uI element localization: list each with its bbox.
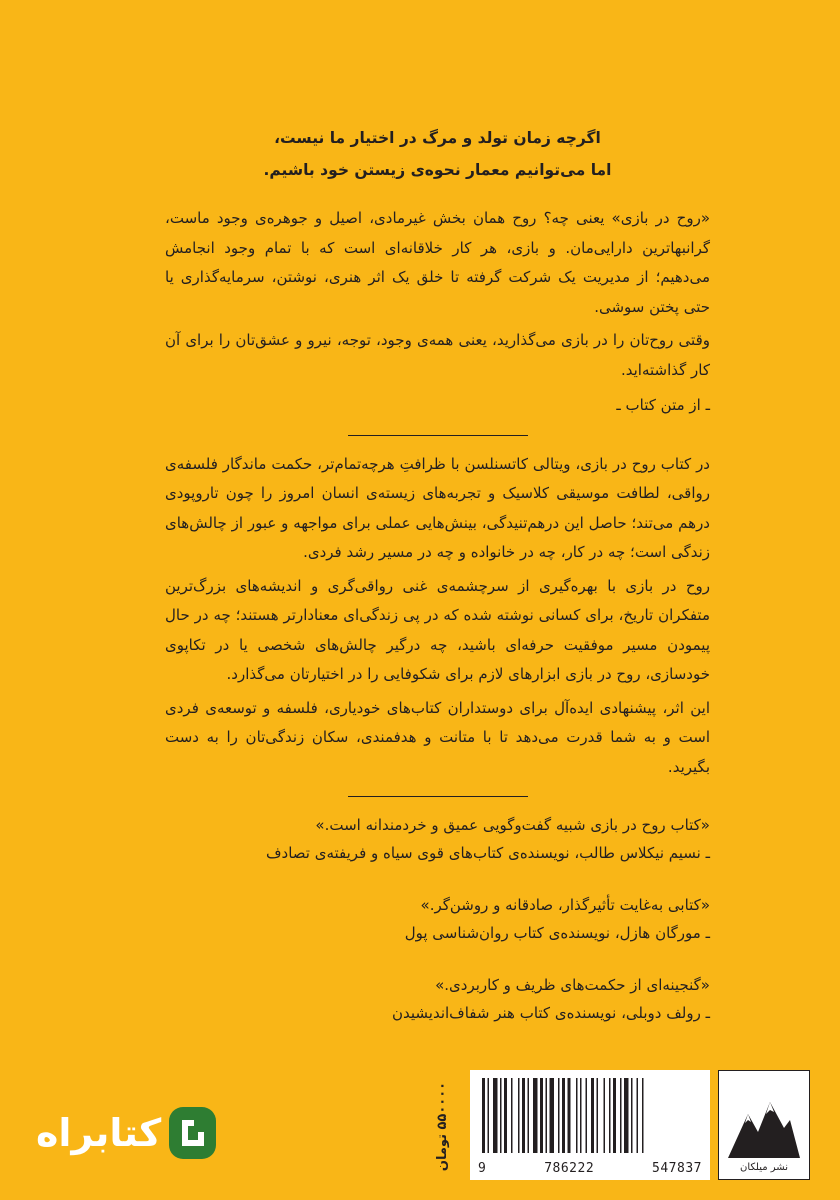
epigraph: [165, 122, 710, 186]
blurb: [165, 891, 710, 947]
site-logo: [36, 1098, 216, 1168]
price-text: ۵۵۰۰۰۰ تومان: [435, 1081, 451, 1171]
epigraph-line: اما می‌توانیم معمار نحوه‌ی زیستن خود باشیم.: [263, 161, 612, 179]
isbn-barcode: [470, 1070, 710, 1180]
divider: [348, 435, 528, 436]
ketabrah-logo-icon: [169, 1107, 216, 1159]
back-cover-text: [165, 122, 710, 1027]
epigraph-line: اگرچه زمان تولد و مرگ در اختیار ما نیست،: [274, 129, 601, 147]
description-paragraph: این اثر، پیشنهادی ایده‌آل برای دوستداران کتاب‌های خودیاری، فلسفه و توسعه‌ی فردی است و به شما قدرت می‌دهد تا با متانت و هدفمندی، سکان زندگی‌تان را به دست بگیرید.: [165, 698, 710, 776]
description-paragraph: در کتاب روح در بازی، ویتالی کاتسنلسن با ظرافتِ هرچه‌تمام‌تر، حکمت ماندگار فلسفه‌ی رواقی، لطافت موسیقی کلاسیک و تجربه‌های زیسته‌ی انسان امروز را چون تاروپودی درهم می‌تند؛ حاصل این درهم‌تنیدگی، بینش‌هایی عملی برای مواجهه و عبور از چالش‌های زندگی است؛ چه در کار، چه در خانواده و چه در مسیر رشد فردی.: [165, 454, 710, 561]
blurb-author: ـ نسیم نیکلاس طالب، نویسنده‌ی کتاب‌های قوی سیاه و فریفته‌ی تصادف: [265, 844, 710, 862]
blurb-author: ـ مورگان هازل، نویسنده‌ی کتاب روان‌شناسی پول: [404, 924, 710, 942]
description-paragraph: روح در بازی با بهره‌گیری از سرچشمه‌ی غنی رواقی‌گری و اندیشه‌های بزرگ‌ترین متفکران تاریخ، برای کسانی نوشته شده که در پی زندگی‌ای معنادارتر هستند؛ چه در حال پیمودن مسیر موفقیت حرفه‌ای باشید، چه درگیر چالش‌های شخصی یا در تکاپوی خودسازی، روح در بازی ابزارهای لازم برای شکوفایی را در اختیارتان می‌گذارد.: [165, 576, 710, 683]
blurb-quote: «کتاب روح در بازی شبیه گفت‌وگویی عمیق و خردمندانه است.»: [315, 816, 710, 834]
isbn-digit-group: 786222: [544, 1161, 595, 1176]
barcode-icon: [480, 1078, 700, 1153]
price-label: [418, 1072, 468, 1180]
blurb-author: ـ رولف دوبلی، نویسنده‌ی کتاب هنر شفاف‌اندیشیدن: [391, 1004, 710, 1022]
isbn-digit-group: 547837: [652, 1161, 702, 1176]
blurb-quote: «کتابی به‌غایت تأثیرگذار، صادقانه و روشن‌گر.»: [420, 896, 710, 914]
isbn-digit-group: 9: [478, 1161, 487, 1176]
publisher-logo: [718, 1070, 810, 1180]
blurb-quote: «گنجینه‌ای از حکمت‌های ظریف و کاربردی.»: [435, 976, 710, 994]
excerpt-paragraph: وقتی روح‌تان را در بازی می‌گذارید، یعنی همه‌ی وجود، توجه، نیرو و عشق‌تان را برای آن کار گذاشته‌اید.: [165, 331, 710, 379]
mountains-logo-icon: [726, 1092, 802, 1162]
excerpt-paragraph: «روح در بازی» یعنی چه؟ روح همان بخش غیرمادی، اصیل و جوهره‌ی وجود ماست، گرانبهاترین دارایی‌مان. و بازی، هر کار خلاقانه‌ای است که با تمام وجود انجامش می‌دهیم؛ از مدیریت یک شرکت گرفته تا خلق یک اثر هنری، نوشتن، سرمایه‌گذاری یا حتی پختن سوشی.: [165, 209, 710, 316]
site-logo-text: کتابراه: [36, 1111, 162, 1155]
blurb: [165, 811, 710, 867]
excerpt-attribution: ـ از متن کتاب ـ: [616, 396, 710, 414]
isbn-number: [478, 1161, 702, 1176]
blurb: [165, 971, 710, 1027]
divider: [348, 796, 528, 797]
publisher-name: نشر میلکان: [740, 1162, 788, 1173]
